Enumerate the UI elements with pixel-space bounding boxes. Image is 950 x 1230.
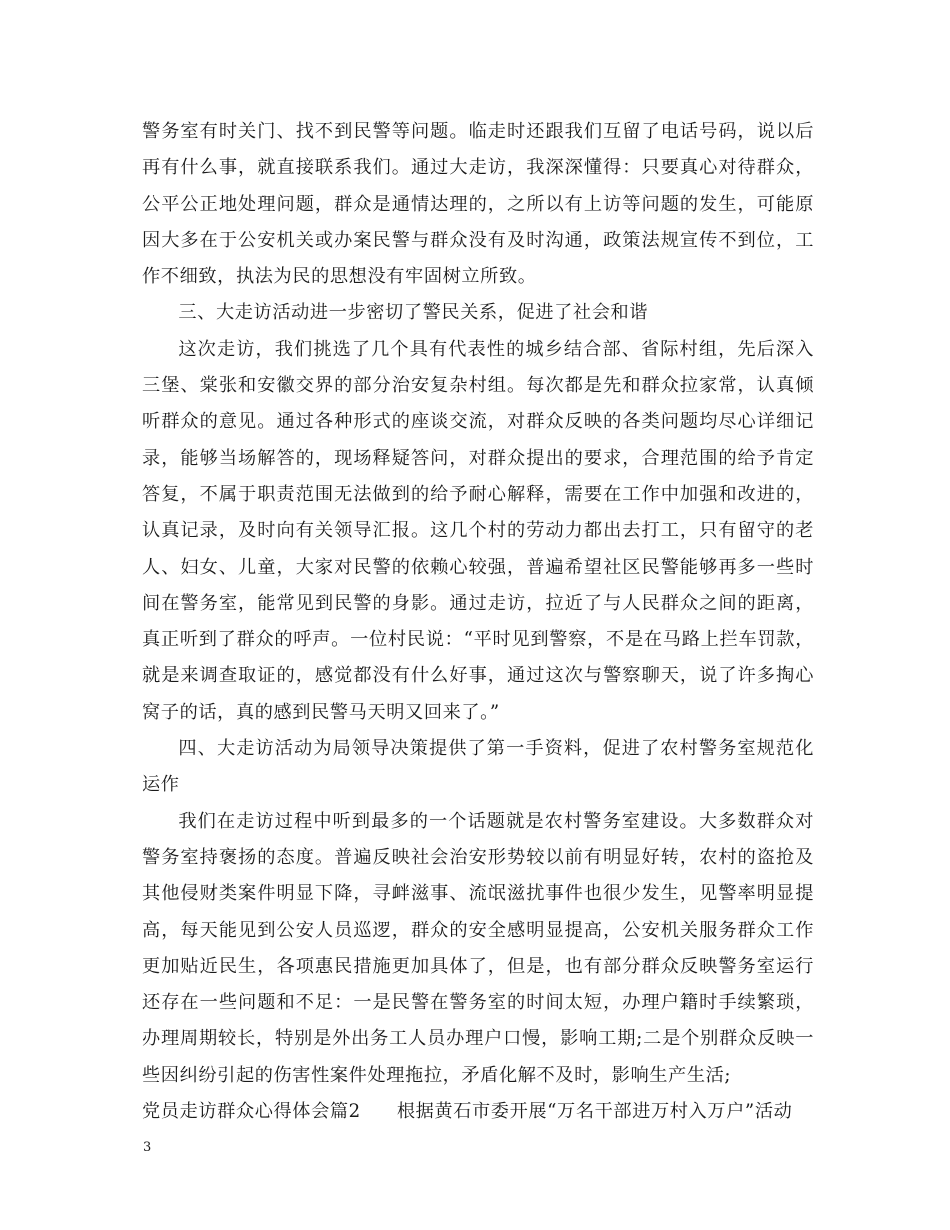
section-heading-4: 四、大走访活动为局领导决策提供了第一手资料，促进了农村警务室规范化运作 — [142, 738, 814, 796]
article-2-heading: 党员走访群众心得体会篇2 — [142, 1101, 361, 1123]
page-number: 3 — [143, 1140, 152, 1155]
article-2-first-line: 根据黄石市委开展“万名干部进万村入万户”活动 — [396, 1101, 793, 1123]
section-heading-3: 三、大走访活动进一步密切了警民关系，促进了社会和谐 — [178, 302, 649, 324]
paragraph-police-office: 我们在走访过程中听到最多的一个话题就是农村警务室建设。大多数群众对警务室持褒扬的态度。普遍反映社会治安形势较以前有明显好转，农村的盗抢及其他侵财类案件明显下降，寻衅滋事、流氓滋扰事件也很少发生，见警率明显提高，每天能见到公安人员巡逻，群众的安全感明显提高，公安机关服务群众工作更加贴近民生，各项惠民措施更加具体了，但是，也有部分群众反映警务室运行还存在一些问题和不足：一是民警在警务室的时间太短，办理户籍时手续繁琐，办理周期较长，特别是外出务工人员办理户口慢，影响工期;二是个别群众反映一些因纠纷引起的伤害性案件处理拖拉，矛盾化解不及时，影响生产生活; — [142, 810, 814, 1086]
paragraph-visit-details: 这次走访，我们挑选了几个具有代表性的城乡结合部、省际村组，先后深入三堡、棠张和安徽交界的部分治安复杂村组。每次都是先和群众拉家常，认真倾听群众的意见。通过各种形式的座谈交流，对群众反映的各类问题均尽心详细记录，能够当场解答的，现场释疑答问，对群众提出的要求，合理范围的给予肯定答复，不属于职责范围无法做到的给予耐心解释，需要在工作中加强和改进的，认真记录，及时向有关领导汇报。这几个村的劳动力都出去打工，只有留守的老人、妇女、儿童，大家对民警的依赖心较强，普遍希望社区民警能够再多一些时间在警务室，能常见到民警的身影。通过走访，拉近了与人民群众之间的距离，真正听到了群众的呼声。一位村民说：“平时见到警察，不是在马路上拦车罚款，就是来调查取证的，感觉都没有什么好事，通过这次与警察聊天，说了许多掏心窝子的话，真的感到民警马天明又回来了。” — [142, 338, 814, 723]
document-body — [142, 114, 814, 1130]
paragraph-continuation: 警务室有时关门、找不到民警等问题。临走时还跟我们互留了电话号码，说以后再有什么事，就直接联系我们。通过大走访，我深深懂得：只要真心对待群众，公平公正地处理问题，群众是通情达理的，之所以有上访等问题的发生，可能原因大多在于公安机关或办案民警与群众没有及时沟通，政策法规宣传不到位，工作不细致，执法为民的思想没有牢固树立所致。 — [142, 121, 814, 288]
article-2-line — [142, 1094, 814, 1130]
